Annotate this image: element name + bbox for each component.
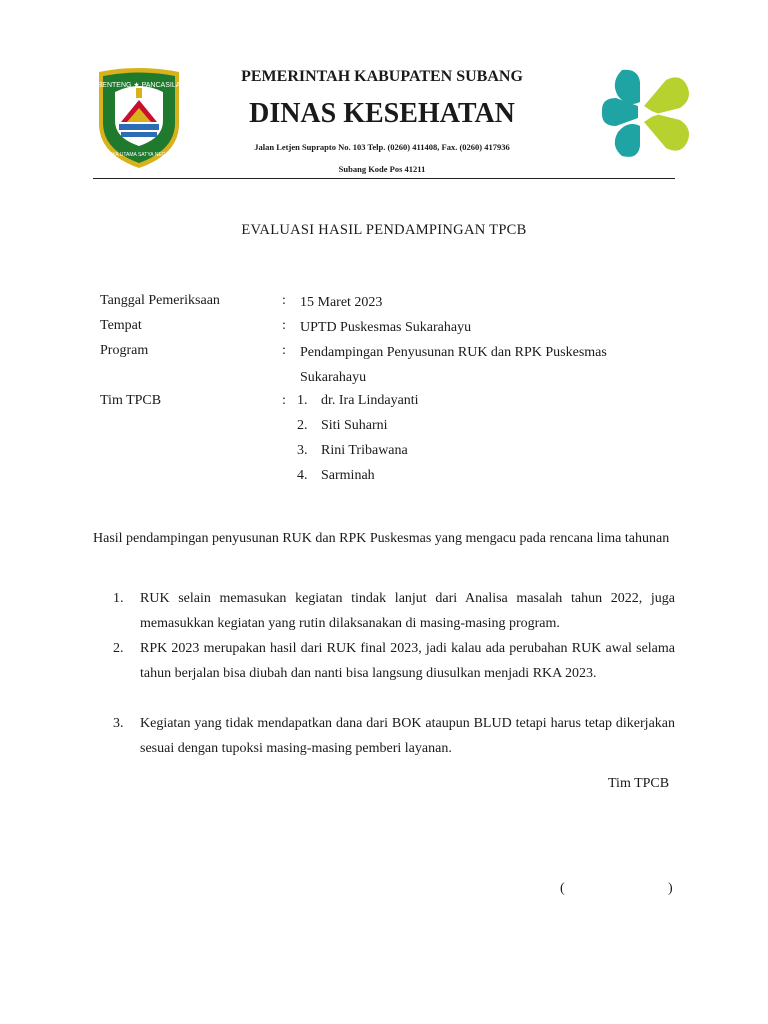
- header-department: DINAS KESEHATAN: [249, 98, 515, 129]
- team-member-name: dr. Ira Lindayanti: [321, 393, 419, 408]
- field-value-program-line1: Pendampingan Penyusunan RUK dan RPK Puskesmas: [300, 345, 607, 360]
- result-item: Kegiatan yang tidak mendapatkan dana dari BOK ataupun BLUD tetapi harus tetap dikerjakan sesuai dengan tupoksi masing-masing pemberi layanan.: [140, 716, 675, 756]
- team-number: 4.: [297, 468, 308, 483]
- team-member-name: Rini Tribawana: [321, 443, 408, 458]
- signature-close-paren: ): [668, 881, 673, 896]
- signature-open-paren: (: [560, 881, 565, 896]
- header-government: PEMERINTAH KABUPATEN SUBANG: [241, 68, 523, 85]
- header-divider: [93, 178, 675, 179]
- document-title: EVALUASI HASIL PENDAMPINGAN TPCB: [241, 222, 527, 238]
- team-member-name: Siti Suharni: [321, 418, 388, 433]
- team-number: 3.: [297, 443, 308, 458]
- field-value-place: UPTD Puskesmas Sukarahayu: [300, 320, 472, 335]
- field-label-place: Tempat: [100, 318, 142, 333]
- field-colon: :: [282, 393, 286, 408]
- field-colon: :: [282, 318, 286, 333]
- result-item: RPK 2023 merupakan hasil dari RUK final 2023, jadi kalau ada perubahan RUK awal selama tahun berjalan bisa diubah dan nanti bisa langsung diusulkan menjadi RKA 2023.: [140, 641, 675, 681]
- emblem-star-text: BENTENG ★ PANCASILA: [97, 82, 181, 89]
- result-item: RUK selain memasukan kegiatan tindak lanjut dari Analisa masalah tahun 2022, juga memasukkan kegiatan yang rutin dilaksanakan di masing-masing program.: [140, 591, 675, 631]
- team-number: 2.: [297, 418, 308, 433]
- header-address: Jalan Letjen Suprapto No. 103 Telp. (0260) 411408, Fax. (0260) 417936: [254, 142, 510, 152]
- field-value-program-line2: Sukarahayu: [300, 370, 367, 385]
- intro-paragraph: Hasil pendampingan penyusunan RUK dan RPK Puskesmas yang mengacu pada rencana lima tahunan: [93, 531, 670, 546]
- header-postal: Subang Kode Pos 41211: [338, 164, 426, 174]
- subang-emblem-logo: [91, 66, 187, 170]
- field-colon: :: [282, 343, 286, 358]
- result-number: 1.: [113, 591, 124, 606]
- emblem-motto-text: KARYA UTAMA SATYA NEGARA: [102, 152, 176, 158]
- field-value-date: 15 Maret 2023: [300, 295, 383, 310]
- team-member-name: Sarminah: [321, 468, 375, 483]
- signature-label: Tim TPCB: [608, 776, 670, 791]
- field-label-program: Program: [100, 343, 149, 358]
- team-number: 1.: [297, 393, 308, 408]
- field-colon: :: [282, 293, 286, 308]
- field-label-team: Tim TPCB: [100, 393, 162, 408]
- result-number: 3.: [113, 716, 124, 731]
- kemenkes-logo: [600, 66, 696, 162]
- field-label-date: Tanggal Pemeriksaan: [100, 293, 220, 308]
- result-number: 2.: [113, 641, 124, 656]
